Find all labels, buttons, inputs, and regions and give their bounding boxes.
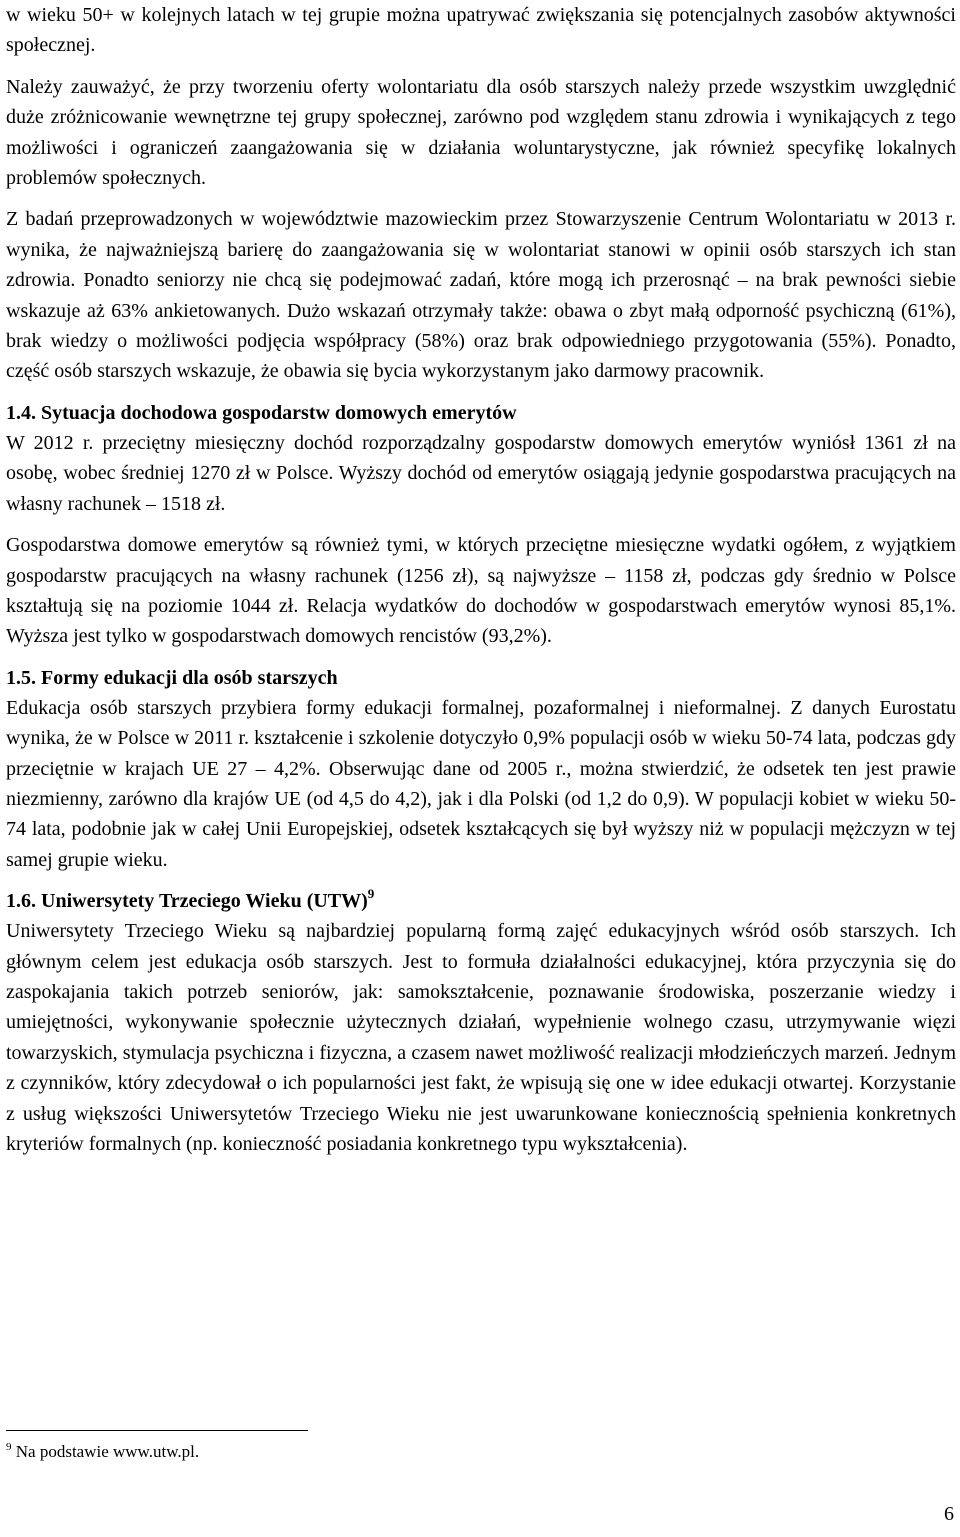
footnote-number: 9 [6, 1441, 12, 1453]
footnote [6, 1440, 199, 1464]
heading-section-1-6 [6, 886, 956, 916]
paragraph-volunteer-potential: w wieku 50+ w kolejnych latach w tej grupie można upatrywać zwiększania się potencjalnych zasobów aktywności społecznej. [6, 4, 956, 57]
heading-section-1-6-text: 1.6. Uniwersytety Trzeciego Wieku (UTW) [6, 890, 368, 913]
paragraph-pensioner-income: W 2012 r. przeciętny miesięczny dochód rozporządzalny gospodarstw domowych emerytów wyniósł 1361 zł na osobę, wobec średniej 1270 zł w Polsce. Wyższy dochód od emerytów osiągają jedynie gospodarstwa pracujących na własny rachunek – 1518 zł. [6, 431, 956, 515]
heading-section-1-4: 1.4. Sytuacja dochodowa gospodarstw domowych emerytów [6, 401, 517, 424]
page-number: 6 [944, 1503, 954, 1525]
paragraph-utw-description: Uniwersytety Trzeciego Wieku są najbardziej popularną formą zajęć edukacyjnych wśród osób starszych. Ich głównym celem jest edukacja osób starszych. Jest to formuła działalności edukacyjnej, która przyczynia się do zaspokajania takich potrzeb seniorów, jak: samokształcenie, poznawanie środowiska, poszerzanie wiedzy i umiejętności, wykonywanie społecznie użytecznych działań, wypełnienie wolnego czasu, utrzymywanie więzi towarzyskich, stymulacja psychiczna i fizyczna, a czasem nawet możliwość realizacji młodzieńczych marzeń. Jednym z czynników, który zdecydował o ich popularności jest fakt, że wpisują się one w idee edukacji otwartej. Korzystanie z usług większości Uniwersytetów Trzeciego Wieku nie jest uwarunkowane koniecznością spełnienia konkretnych kryteriów formalnych (np. konieczność posiadania konkretnego typu wykształcenia). [6, 920, 956, 1155]
paragraph-volunteer-offer: Należy zauważyć, że przy tworzeniu oferty wolontariatu dla osób starszych należy przede wszystkim uwzględnić duże zróżnicowanie wewnętrzne tej grupy społecznej, zarówno pod względem stanu zdrowia i wynikających z tego możliwości i ograniczeń zaangażowania się w działania woluntarystyczne, jak również specyfikę lokalnych problemów społecznych. [6, 75, 956, 190]
footnote-separator [6, 1430, 308, 1431]
paragraph-pensioner-expenses: Gospodarstwa domowe emerytów są również tymi, w których przeciętne miesięczne wydatki ogółem, z wyjątkiem gospodarstw pracujących na własny rachunek (1256 zł), są najwyższe – 1158 zł, podczas gdy średnio w Polsce kształtują się na poziomie 1044 zł. Relacja wydatków do dochodów w gospodarstwach emerytów wynosi 85,1%. Wyższa jest tylko w gospodarstwach domowych rencistów (93,2%). [6, 534, 956, 648]
document-page [6, 0, 956, 1159]
paragraph-education-forms: Edukacja osób starszych przybiera formy edukacji formalnej, pozaformalnej i nieformalnej. Z danych Eurostatu wynika, że w Polsce w 2011 r. kształcenie i szkolenie dotyczyło 0,9% populacji osób w wieku 50-74 lata, podczas gdy przeciętnie w krajach UE 27 – 4,2%. Obserwując dane od 2005 r., można stwierdzić, że odsetek ten jest prawie niezmienny, zarówno dla krajów UE (od 4,5 do 4,2), jak i dla Polski (od 1,2 do 0,9). W populacji kobiet w wieku 50-74 lata, podobnie jak w całej Unii Europejskiej, odsetek kształcących się był wyższy niż w populacji mężczyzn w tej samej grupie wieku. [6, 696, 956, 871]
heading-section-1-5: 1.5. Formy edukacji dla osób starszych [6, 666, 338, 689]
footnote-text: Na podstawie www.utw.pl. [15, 1442, 200, 1461]
paragraph-mazowieckie-study: Z badań przeprowadzonych w województwie mazowieckim przez Stowarzyszenie Centrum Wolontariatu w 2013 r. wynika, że najważniejszą barierę do zaangażowania się w wolontariat stanowi w opinii osób starszych ich stan zdrowia. Ponadto seniorzy nie chcą się podejmować zadań, które mogą ich przerosnąć – na brak pewności siebie wskazuje aż 63% ankietowanych. Dużo wskazań otrzymały także: obawa o zbyt małą odporność psychiczną (61%), brak wiedzy o możliwości podjęcia współpracy (58%) oraz brak odpowiedniego przygotowania (55%). Ponadto, część osób starszych wskazuje, że obawia się bycia wykorzystanym jako darmowy pracownik. [6, 208, 956, 383]
footnote-reference: 9 [367, 886, 375, 902]
